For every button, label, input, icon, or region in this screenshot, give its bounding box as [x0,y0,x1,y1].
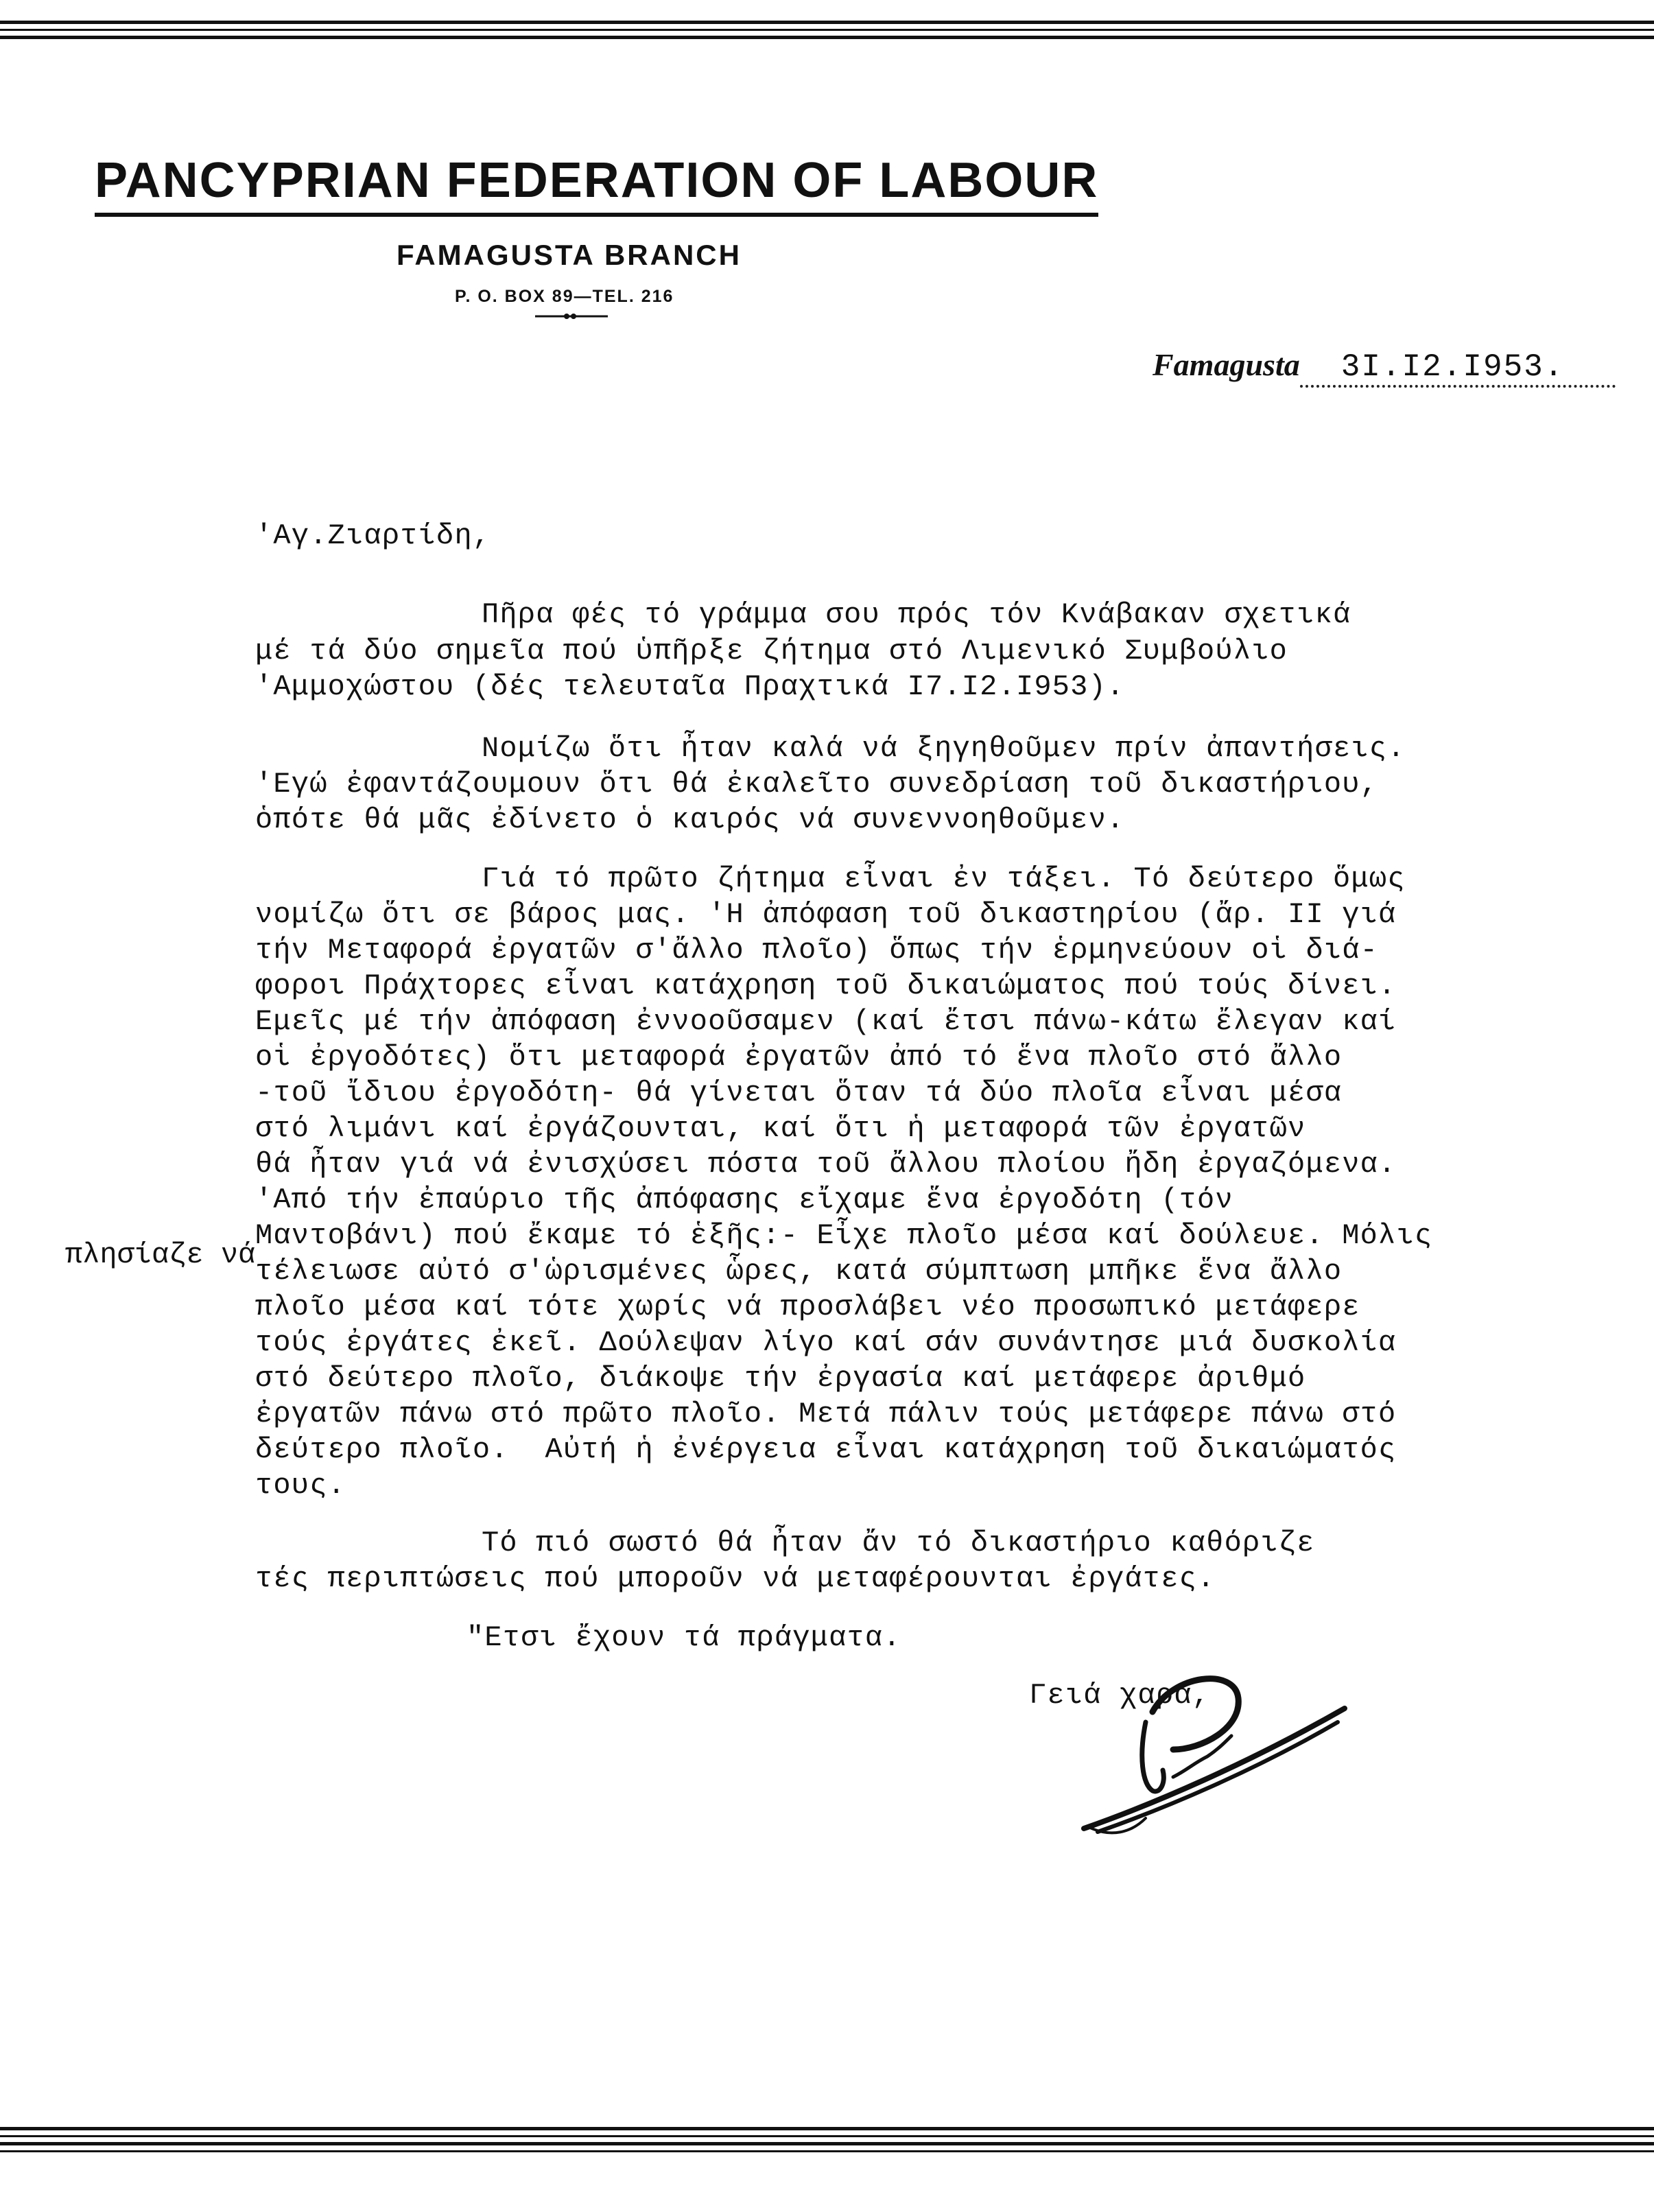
text-line: Νομίζω ὅτι ἦταν καλά νά ξηγηθοῦμεν πρίν ἀπαντήσεις. [482,732,1406,765]
text-line: Πῆρα φές τό γράμμα σου πρός τόν Κνάβακαν σχετικά [482,598,1351,631]
text-line: τήν Μεταφορά ἐργατῶν σ'ἄλλο πλοῖο) ὅπως τήν ἑρμηνεύουν οἱ διά- [255,934,1379,967]
handwritten-signature [1070,1647,1358,1852]
text-line: στό δεύτερο πλοῖο, διάκοψε τήν ἐργασία καί μετάφερε ἀριθμό [255,1362,1306,1395]
text-line: Τό πιό σωστό θά ἦταν ἄν τό δικαστήριο καθόριζε [482,1527,1315,1560]
organization-name: PANCYPRIAN FEDERATION OF LABOUR [95,152,1098,217]
text-line: μέ τά δύο σημεῖα πού ὑπῆρξε ζήτημα στό Λιμενικό Συμβούλιο [255,635,1288,668]
text-line: τούς ἐργάτες ἐκεῖ. Δούλεψαν λίγο καί σάν συνάντησε μιά δυσκολία [255,1326,1397,1359]
text-line: ὁπότε θά μᾶς ἐδίνετο ὁ καιρός νά συνεννοηθοῦμεν. [255,803,1125,836]
text-line: "Ετσι ἔχουν τά πράγματα. [466,1621,901,1654]
text-line: 'Εγώ ἐφαντάζουμουν ὅτι θά ἐκαλεῖτο συνεδρίαση τοῦ δικαστήριου, [255,768,1379,801]
text-line: φοροι Πράχτορες εἶναι κατάχρηση τοῦ δικαιώματος πού τούς δίνει. [255,969,1397,1002]
text-line: νομίζω ὅτι σε βάρος μας. 'Η ἀπόφαση τοῦ δικαστηρίου (ἄρ. II γιά [255,898,1397,931]
text-line: ἐργατῶν πάνω στό πρῶτο πλοῖο. Μετά πάλιν τούς μετάφερε πάνω στό [255,1398,1397,1431]
text-line: πλοῖο μέσα καί τότε χωρίς νά προσλάβει νέο προσωπικό μετάφερε [255,1291,1360,1323]
text-line: στό λιμάνι καί ἐργάζουνται, καί ὅτι ἡ μεταφορά τῶν ἐργατῶν [255,1112,1306,1145]
text-line: τέλειωσε αὐτό σ'ὡρισμένες ὧρες, κατά σύμπτωση μπῆκε ἕνα ἄλλο [255,1255,1343,1288]
border-rule [0,2135,1654,2137]
letter-date: 3I.I2.I953. [1300,349,1616,388]
place-label: Famagusta [1153,347,1300,382]
margin-note: πλησίαζε νά [65,1238,256,1271]
text-line: τές περιπτώσεις πού μποροῦν νά μεταφέρουνται ἐργάτες. [255,1562,1216,1595]
border-rule [0,2127,1654,2130]
text-line: 'Από τήν ἐπαύριο τῆς ἀπόφασης εἴχαμε ἕνα ἐργοδότη (τόν [255,1184,1233,1216]
contact-line: P. O. BOX 89—TEL. 216 [455,287,674,306]
salutation: 'Αγ.Ζιαρτίδη, [255,519,491,552]
text-line: Εμεῖς μέ τήν ἀπόφαση ἐννοοῦσαμεν (καί ἔτσι πάνω-κάτω ἔλεγαν καί [255,1005,1397,1038]
text-line: Γιά τό πρῶτο ζήτημα εἶναι ἐν τάξει. Τό δεύτερο ὅμως [482,862,1406,895]
text-line: 'Αμμοχώστου (δές τελευταῖα Πραχτικά I7.I2.I953). [255,670,1125,703]
border-rule [0,2150,1654,2152]
closing: Γειά χαρά, [1029,1679,1211,1712]
bottom-border-band [0,2127,1654,2157]
text-line: -τοῦ ἴδιου ἐργοδότη- θά γίνεται ὅταν τά δύο πλοῖα εἶναι μέσα [255,1076,1343,1109]
text-line: θά ἦταν γιά νά ἐνισχύσει πόστα τοῦ ἄλλου πλοίου ἤδη ἐργαζόμενα. [255,1148,1397,1181]
text-line: οἱ ἐργοδότες) ὅτι μεταφορά ἐργατῶν ἀπό τό ἕνα πλοῖο στό ἄλλο [255,1041,1343,1074]
branch-name: FAMAGUSTA BRANCH [397,239,742,271]
text-line: Μαντοβάνι) πού ἔκαμε τό ἑξῆς:- Εἶχε πλοῖο μέσα καί δούλευε. Μόλις [255,1219,1433,1252]
text-line: τους. [255,1469,346,1502]
border-rule [0,2142,1654,2145]
text-line: δεύτερο πλοῖο. Αὐτή ἡ ἐνέργεια εἶναι κατάχρηση τοῦ δικαιώματός [255,1433,1397,1466]
